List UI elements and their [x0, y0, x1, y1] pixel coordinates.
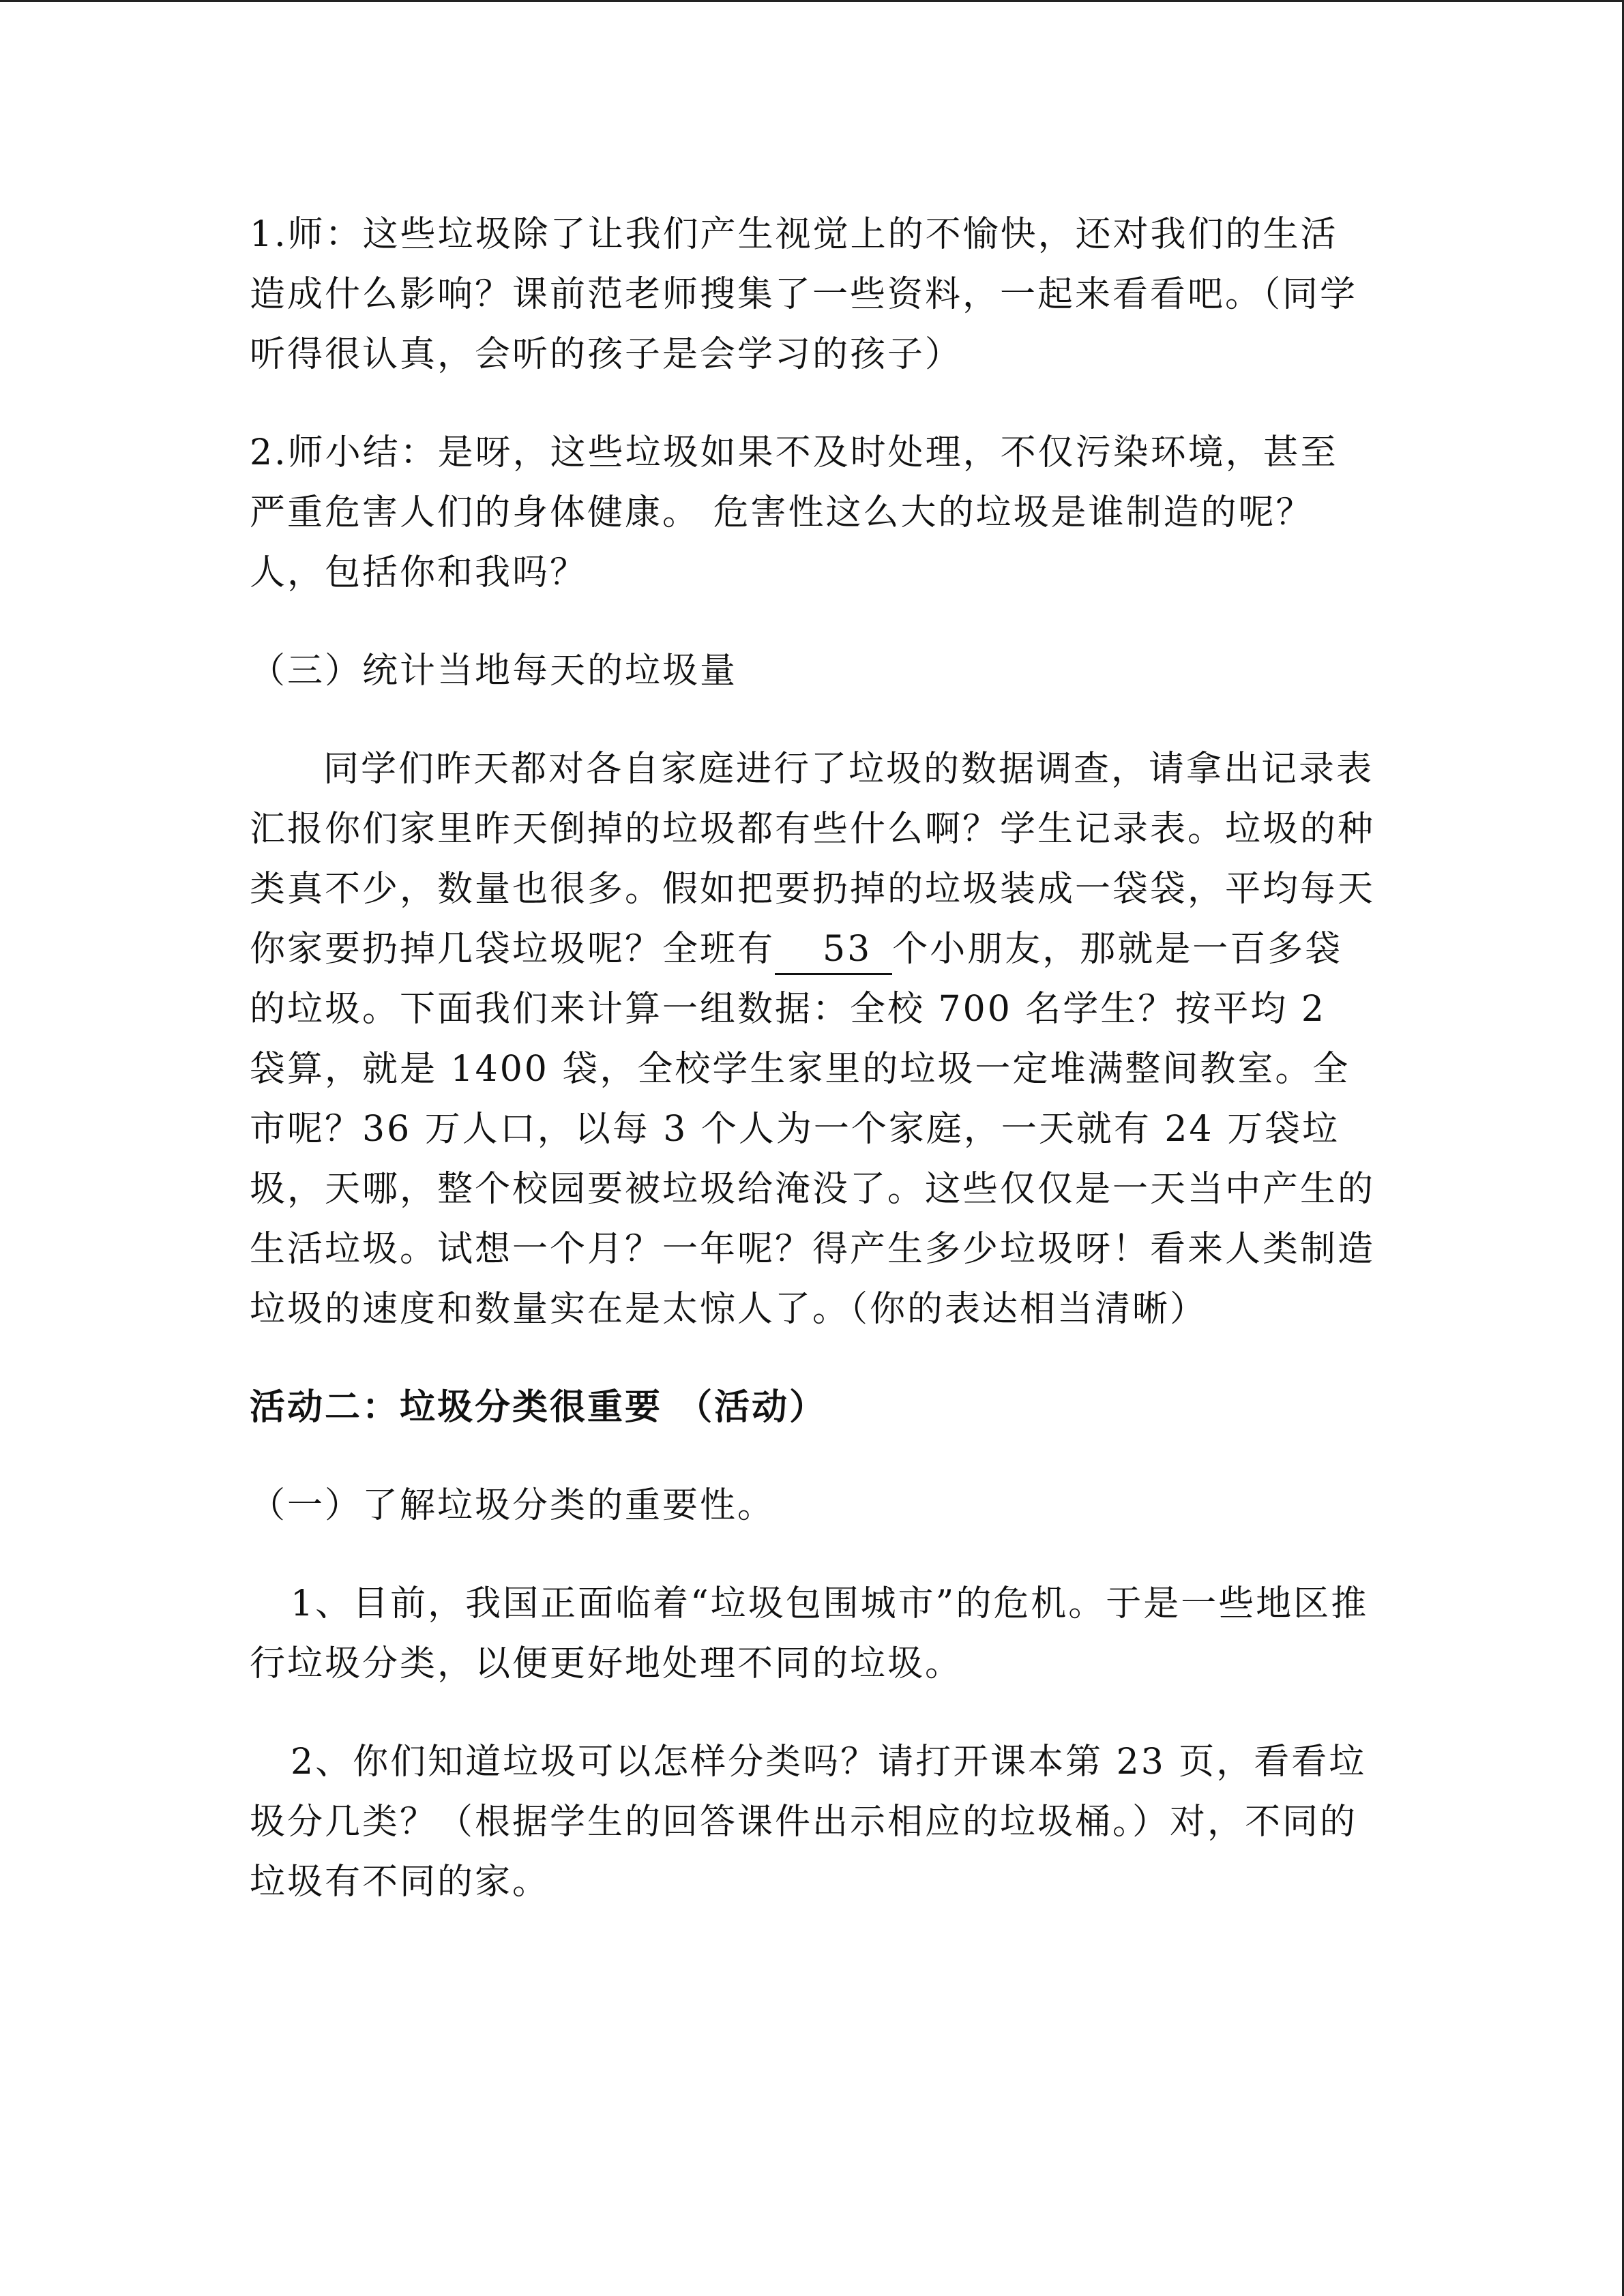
paragraph-teacher-question: 1.师：这些垃圾除了让我们产生视觉上的不愉快，还对我们的生活造成什么影响？课前范老师搜集了一些资料，一起来看看吧。（同学听得很认真，会听的孩子是会学习的孩子） [250, 214, 1358, 375]
paragraph-teacher-summary: 2.师小结：是呀，这些垃圾如果不及时处理，不仅污染环境，甚至严重危害人们的身体健康。 危害性这么大的垃圾是谁制造的呢？人，包括你和我吗？ [250, 432, 1338, 593]
paragraph-garbage-statistics [250, 739, 1375, 1339]
spacer [250, 603, 1375, 641]
activity-two-heading: 活动二：垃圾分类很重要 （活动） [250, 1387, 827, 1428]
subsection-heading-importance: （一）了解垃圾分类的重要性。 [250, 1485, 776, 1526]
page-border-top [0, 0, 1624, 2]
spacer [250, 701, 1375, 739]
spacer [250, 1694, 1375, 1732]
paragraph-garbage-crisis: 1、目前，我国正面临着“垃圾包围城市”的危机。于是一些地区推行垃圾分类，以便更好地处理不同的垃圾。 [250, 1583, 1369, 1684]
section-heading-daily-garbage: （三）统计当地每天的垃圾量 [250, 651, 738, 691]
statistics-text-after-blank: 个小朋友，那就是一百多袋的垃圾。下面我们来计算一组数据：全校 700 名学生？按平均 2 袋算，就是 1400 袋，全校学生家里的垃圾一定堆满整间教室。全市呢？36 万人口，以每 3 个人为一个家庭，一天就有 24 万袋垃圾，天哪，整个校园要被垃圾给淹没了。这些仅仅是一天当中产生的生活垃圾。试想一个月？一年呢？得产生多少垃圾呀！看来人类制造垃圾的速度和数量实在是太惊人了。（你的表达相当清晰） [250, 929, 1376, 1330]
statistics-text-before-blank: 同学们昨天都对各自家庭进行了垃圾的数据调查，请拿出记录表汇报你们家里昨天倒掉的垃圾都有些什么啊？学生记录表。垃圾的种类真不少，数量也很多。假如把要扔掉的垃圾装成一袋袋，平均每天你家要扔掉几袋垃圾呢？全班有 [250, 749, 1376, 970]
spacer [250, 1339, 1375, 1377]
spacer [250, 1536, 1375, 1574]
paragraph-garbage-categories: 2、你们知道垃圾可以怎样分类吗？请打开课本第 23 页，看看垃圾分几类？（根据学生的回答课件出示相应的垃圾桶。）对，不同的垃圾有不同的家。 [250, 1742, 1367, 1903]
spacer [250, 385, 1375, 423]
spacer [250, 1437, 1375, 1476]
class-size-blank: 53 [775, 925, 892, 975]
document-body [250, 205, 1375, 1912]
